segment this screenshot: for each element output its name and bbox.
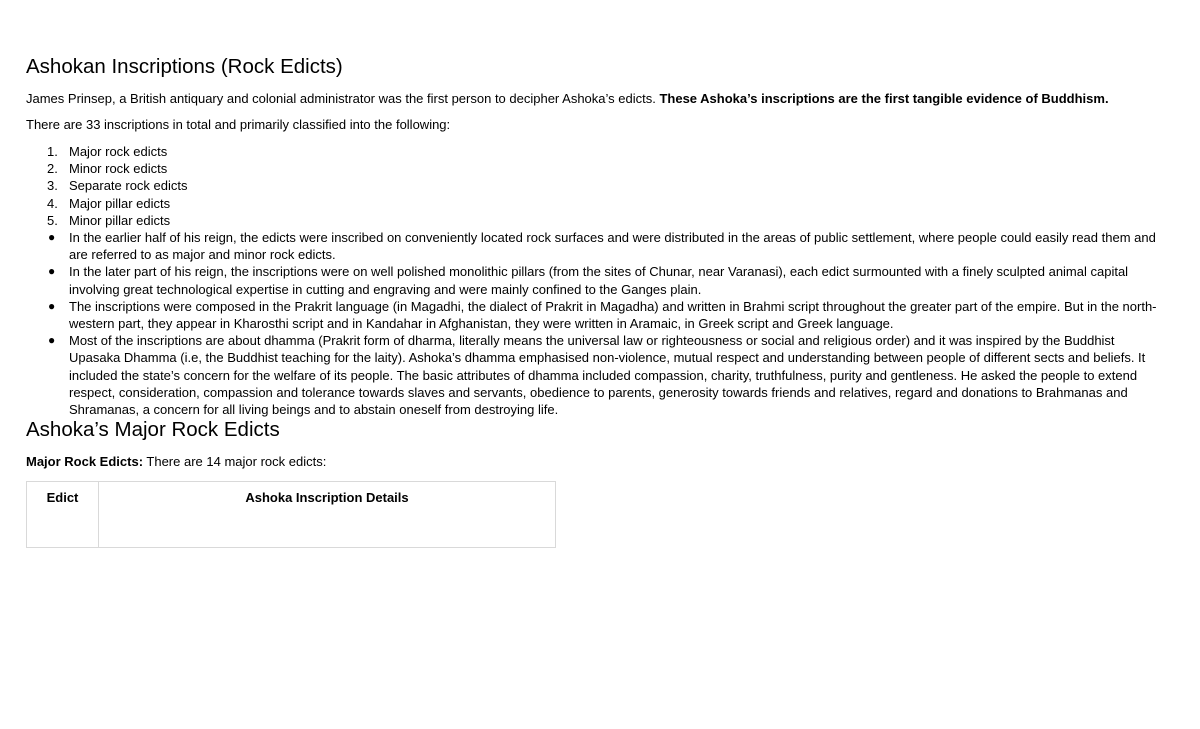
major-rock-edicts-text: There are 14 major rock edicts: (143, 454, 327, 470)
list-item (26, 263, 1166, 297)
intro-paragraph (26, 90, 1166, 107)
bullet-icon: ● (48, 333, 56, 348)
list-item-label: Major rock edicts (69, 144, 168, 159)
list-number: 4. (47, 195, 58, 211)
list-item (26, 160, 1166, 177)
bullet-icon: ● (48, 298, 56, 313)
list-item-label: Minor pillar edicts (69, 212, 171, 228)
list-item (26, 177, 1166, 194)
list-item-label: Major pillar edicts (69, 195, 171, 211)
edict-categories-list (26, 143, 1166, 229)
table-header-row (27, 482, 556, 548)
list-item (26, 298, 1166, 332)
intro-bold-text: These Ashoka’s inscriptions are the first tangible evidence of Buddhism. (659, 91, 1109, 106)
bullet-icon: ● (48, 264, 56, 279)
list-number: 3. (47, 178, 58, 194)
column-header-edict: Edict (27, 482, 99, 548)
list-item-label: Minor rock edicts (69, 161, 168, 177)
column-header-details: Ashoka Inscription Details (99, 482, 556, 548)
section-title-ashokan-inscriptions: Ashokan Inscriptions (Rock Edicts) (26, 55, 343, 78)
list-number: 2. (47, 161, 58, 177)
document-page (26, 55, 1166, 548)
list-number: 1. (47, 144, 58, 159)
inscription-count-paragraph: There are 33 inscriptions in total and primarily classified into the following: (26, 117, 451, 132)
major-rock-edicts-label: Major Rock Edicts: (26, 454, 144, 470)
list-item (26, 195, 1166, 212)
section-title-major-rock-edicts: Ashoka’s Major Rock Edicts (26, 418, 280, 442)
list-item (26, 229, 1166, 263)
note-text: In the later part of his reign, the inscriptions were on well polished monolithic pillars (from the sites of Chunar, near Varanasi), each edict surmounted with a finely sculpted animal capital involving great technological expertise in cutting and engraving and were mainly confined to the Ganges plain. (69, 264, 1129, 297)
edicts-table (26, 481, 556, 548)
note-text: Most of the inscriptions are about dhamma (Prakrit form of dharma, literally means the universal law or righteousness or social and religious order) and it was inspired by the Buddhist Upasaka Dhamma (i.e, the Buddhist teaching for the laity). Ashoka’s dhamma emphasised non-violence, mutual respect and understanding between people of different sects and beliefs. It included the state’s concern for the welfare of its people. The basic attributes of dhamma included compassion, charity, truthfulness, purity and gentleness. He asked the people to extend respect, consideration, compassion and tolerance towards slaves and servants, obedience to parents, generosity towards friends and relatives, regard and donations to Brahmanas and Shramanas, a concern for all living beings and to abstain oneself from destroying life. (69, 333, 1146, 418)
intro-text: James Prinsep, a British antiquary and colonial administrator was the first person to decipher Ashoka’s edicts. (26, 91, 660, 106)
note-text: The inscriptions were composed in the Prakrit language (in Magadhi, the dialect of Prakrit in Magadha) and written in Brahmi script throughout the greater part of the empire. But in the north-western part, they appear in Kharosthi script and in Kandahar in Afghanistan, they were written in Aramaic, in Greek script and Greek language. (69, 298, 1157, 332)
major-rock-edicts-paragraph (26, 453, 1166, 470)
inscription-notes-list (26, 229, 1166, 418)
list-item-label: Separate rock edicts (69, 178, 188, 194)
bullet-icon: ● (48, 230, 56, 245)
list-number: 5. (47, 212, 58, 228)
list-item (26, 143, 1166, 160)
note-text: In the earlier half of his reign, the edicts were inscribed on conveniently located rock surfaces and were distributed in the areas of public settlement, where people could easily read them and are referred to as major and minor rock edicts. (69, 230, 1156, 263)
list-item (26, 212, 1166, 229)
list-item (26, 332, 1166, 418)
